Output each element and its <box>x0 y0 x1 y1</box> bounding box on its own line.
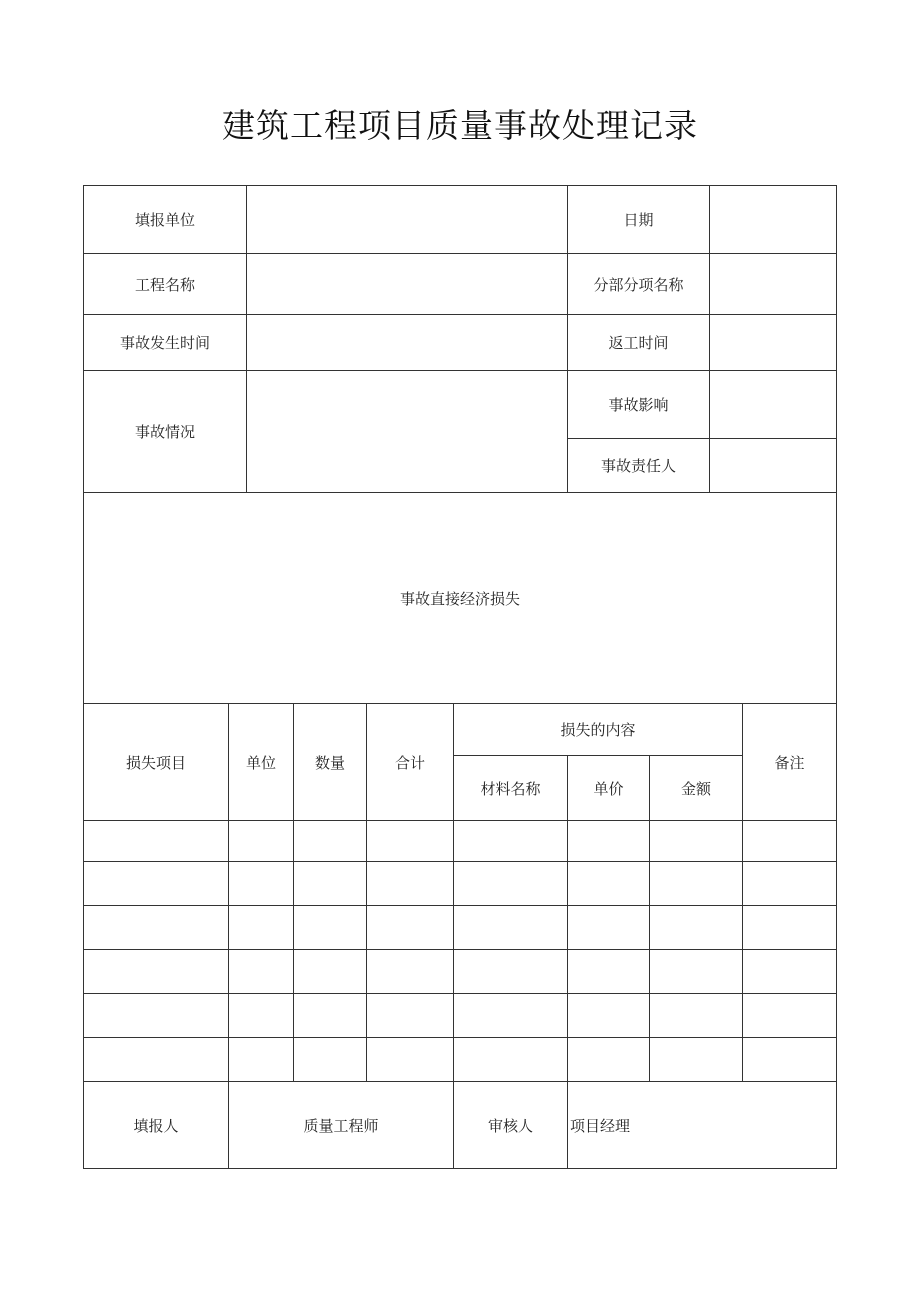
table-cell[interactable] <box>454 994 568 1038</box>
table-cell[interactable] <box>454 862 568 906</box>
reporting-unit-label: 填报单位 <box>84 186 247 254</box>
filled-by-label: 填报人 <box>84 1082 229 1169</box>
loss-detail-table <box>83 703 837 1169</box>
col-unit-price: 单价 <box>568 756 650 821</box>
quality-engineer-label: 质量工程师 <box>229 1082 454 1169</box>
table-row <box>84 821 837 862</box>
subproject-name-field[interactable] <box>710 254 837 315</box>
col-material-name: 材料名称 <box>454 756 568 821</box>
table-cell[interactable] <box>568 906 650 950</box>
table-cell[interactable] <box>294 862 367 906</box>
project-name-field[interactable] <box>247 254 568 315</box>
table-cell[interactable] <box>367 821 454 862</box>
table-cell[interactable] <box>743 821 837 862</box>
table-cell[interactable] <box>367 950 454 994</box>
table-cell[interactable] <box>650 862 743 906</box>
table-cell[interactable] <box>568 994 650 1038</box>
table-cell[interactable] <box>568 862 650 906</box>
col-remarks: 备注 <box>743 704 837 821</box>
project-name-label: 工程名称 <box>84 254 247 315</box>
date-field[interactable] <box>710 186 837 254</box>
table-cell[interactable] <box>743 950 837 994</box>
table-cell[interactable] <box>229 906 294 950</box>
col-loss-content-group: 损失的内容 <box>454 704 743 756</box>
table-row <box>84 1038 837 1082</box>
table-cell[interactable] <box>743 862 837 906</box>
table-cell[interactable] <box>84 821 229 862</box>
accident-situation-field[interactable] <box>247 371 568 493</box>
table-cell[interactable] <box>84 1038 229 1082</box>
table-cell[interactable] <box>367 906 454 950</box>
table-cell[interactable] <box>294 906 367 950</box>
table-row <box>84 994 837 1038</box>
accident-time-label: 事故发生时间 <box>84 315 247 371</box>
table-cell[interactable] <box>367 994 454 1038</box>
col-amount: 金额 <box>650 756 743 821</box>
table-cell[interactable] <box>650 950 743 994</box>
col-quantity: 数量 <box>294 704 367 821</box>
table-cell[interactable] <box>454 950 568 994</box>
table-cell[interactable] <box>229 821 294 862</box>
table-cell[interactable] <box>84 906 229 950</box>
table-cell[interactable] <box>294 1038 367 1082</box>
table-cell[interactable] <box>743 1038 837 1082</box>
accident-impact-label: 事故影响 <box>568 371 710 439</box>
table-cell[interactable] <box>229 1038 294 1082</box>
accident-impact-field[interactable] <box>710 371 837 439</box>
signature-row <box>84 1082 837 1169</box>
col-loss-item: 损失项目 <box>84 704 229 821</box>
table-cell[interactable] <box>650 1038 743 1082</box>
table-cell[interactable] <box>84 950 229 994</box>
reporting-unit-field[interactable] <box>247 186 568 254</box>
table-cell[interactable] <box>650 994 743 1038</box>
rework-time-label: 返工时间 <box>568 315 710 371</box>
table-cell[interactable] <box>294 950 367 994</box>
table-cell[interactable] <box>568 1038 650 1082</box>
table-cell[interactable] <box>454 906 568 950</box>
table-cell[interactable] <box>84 862 229 906</box>
table-cell[interactable] <box>229 950 294 994</box>
accident-situation-label: 事故情况 <box>84 371 247 493</box>
table-cell[interactable] <box>454 1038 568 1082</box>
responsible-person-field[interactable] <box>710 439 837 493</box>
table-cell[interactable] <box>229 994 294 1038</box>
page-title: 建筑工程项目质量事故处理记录 <box>222 106 698 145</box>
table-cell[interactable] <box>84 994 229 1038</box>
table-cell[interactable] <box>294 821 367 862</box>
responsible-person-label: 事故责任人 <box>568 439 710 493</box>
project-manager-label: 项目经理 <box>568 1082 837 1169</box>
col-total: 合计 <box>367 704 454 821</box>
table-cell[interactable] <box>650 906 743 950</box>
date-label: 日期 <box>568 186 710 254</box>
table-row <box>84 906 837 950</box>
table-cell[interactable] <box>743 906 837 950</box>
table-row <box>84 950 837 994</box>
table-cell[interactable] <box>367 862 454 906</box>
reviewer-label: 审核人 <box>454 1082 568 1169</box>
direct-economic-loss-label: 事故直接经济损失 <box>84 493 837 704</box>
col-unit: 单位 <box>229 704 294 821</box>
table-cell[interactable] <box>367 1038 454 1082</box>
subproject-name-label: 分部分项名称 <box>568 254 710 315</box>
rework-time-field[interactable] <box>710 315 837 371</box>
table-cell[interactable] <box>743 994 837 1038</box>
table-row <box>84 862 837 906</box>
accident-time-field[interactable] <box>247 315 568 371</box>
table-cell[interactable] <box>568 950 650 994</box>
table-cell[interactable] <box>650 821 743 862</box>
table-cell[interactable] <box>568 821 650 862</box>
table-cell[interactable] <box>294 994 367 1038</box>
table-cell[interactable] <box>454 821 568 862</box>
accident-info-table <box>83 185 837 704</box>
table-cell[interactable] <box>229 862 294 906</box>
